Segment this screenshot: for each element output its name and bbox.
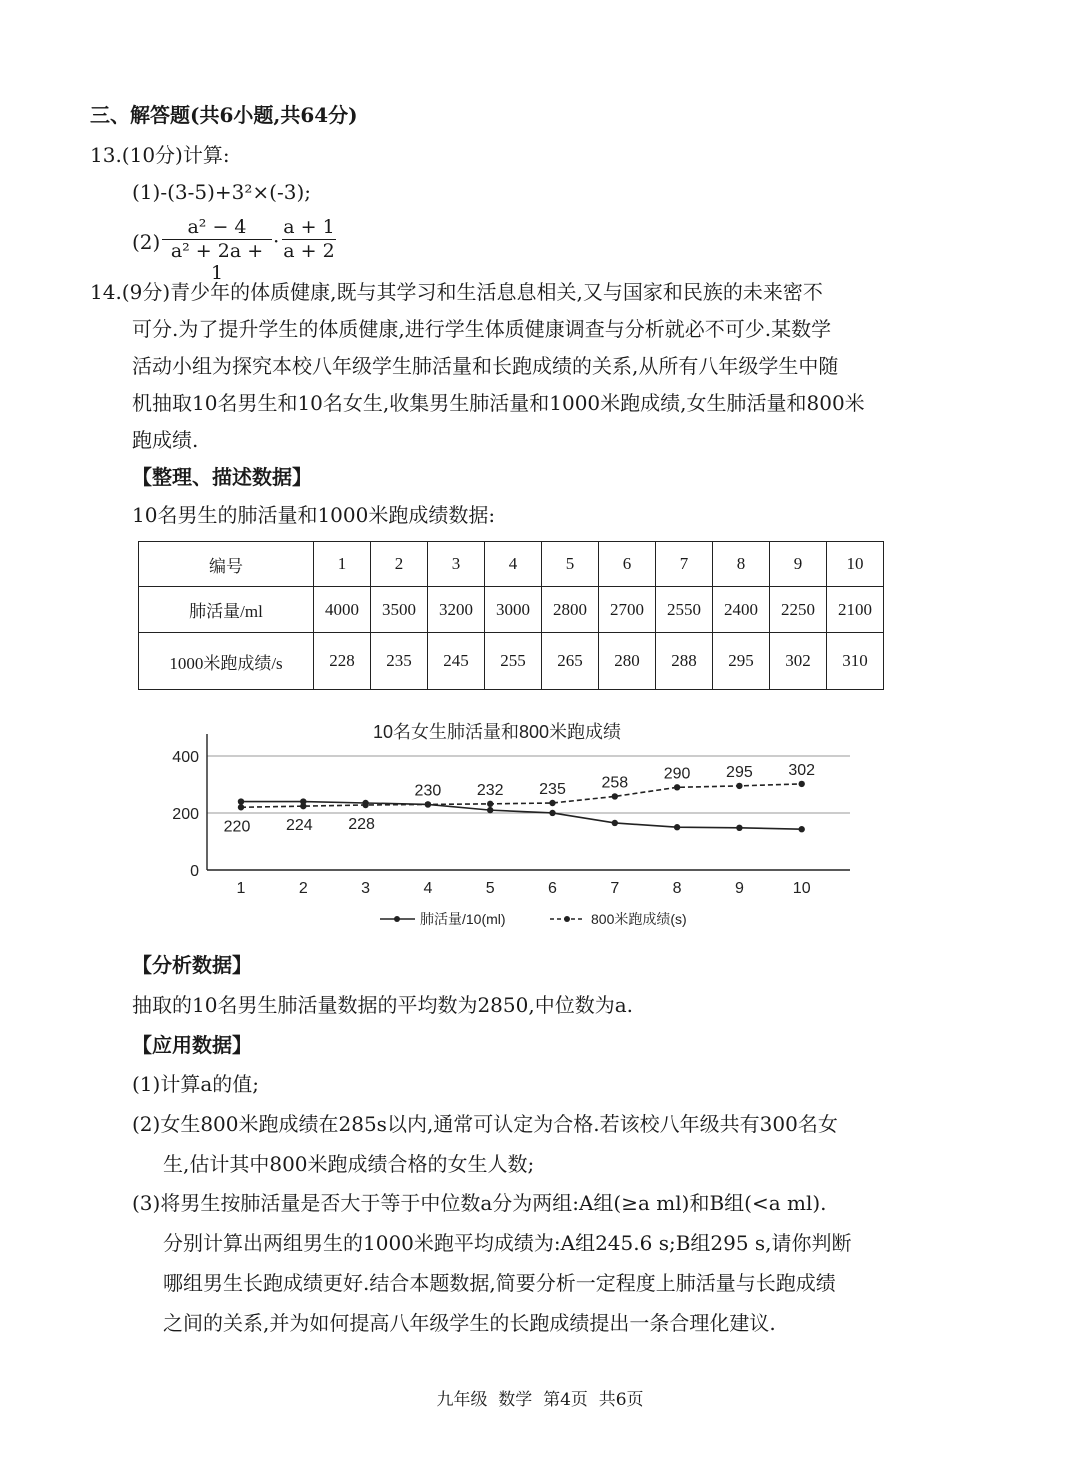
table-cell: 3000 <box>485 587 542 633</box>
table-cell: 2800 <box>542 587 599 633</box>
fraction-2-numerator: a + 1 <box>283 216 335 238</box>
table-cell: 2700 <box>599 587 656 633</box>
point-run <box>300 803 306 809</box>
table-row-ids <box>139 542 884 587</box>
x-tick-label: 9 <box>734 880 744 897</box>
apply-line-3: 生,估计其中800米跑成绩合格的女生人数; <box>163 1152 535 1176</box>
apply-line-4: (3)将男生按肺活量是否大于等于中位数a分为两组:A组(≥a ml)和B组(<a ml). <box>132 1191 827 1215</box>
data-label: 224 <box>285 817 313 835</box>
table-cell: 265 <box>542 633 599 690</box>
table-cell: 310 <box>827 633 884 690</box>
table-cell: 280 <box>599 633 656 690</box>
data-label: 230 <box>414 782 442 800</box>
table-header-label: 编号 <box>139 542 314 587</box>
table-cell: 3200 <box>428 587 485 633</box>
table-cell: 302 <box>770 633 827 690</box>
q13-part2-label: (2) <box>132 230 161 254</box>
q14-line-2: 可分.为了提升学生的体质健康,进行学生体质健康调查与分析就必不可少.某数学 <box>132 317 832 341</box>
point-run <box>425 801 431 807</box>
point-run <box>674 784 680 790</box>
point-capacity <box>487 807 493 813</box>
q13-fraction-2 <box>282 216 336 262</box>
table-caption: 10名男生的肺活量和1000米跑成绩数据: <box>132 503 496 527</box>
data-label: 235 <box>539 781 566 798</box>
legend-label-run: 800米跑成绩(s) <box>591 911 687 927</box>
table-row-run <box>139 633 884 690</box>
section-title: 三、解答题(共6小题,共64分) <box>90 103 358 127</box>
legend-label-capacity: 肺活量/10(ml) <box>420 911 506 927</box>
table-cell: 10 <box>827 542 884 587</box>
x-tick-label: 1 <box>236 880 246 897</box>
table-cell: 3500 <box>371 587 428 633</box>
data-label: 295 <box>726 763 753 781</box>
table-cell: 255 <box>485 633 542 690</box>
table-cell: 4000 <box>314 587 371 633</box>
x-tick-label: 5 <box>485 880 495 897</box>
x-tick-label: 6 <box>548 880 557 897</box>
point-run <box>362 802 368 808</box>
q14-line-3: 活动小组为探究本校八年级学生肺活量和长跑成绩的关系,从所有八年级学生中随 <box>132 354 839 378</box>
data-label: 302 <box>788 761 816 779</box>
table-cell: 288 <box>656 633 713 690</box>
point-capacity <box>736 825 742 831</box>
data-label: 290 <box>663 765 691 783</box>
table-cell: 7 <box>656 542 713 587</box>
table-cell: 9 <box>770 542 827 587</box>
q13-fraction-1 <box>162 216 272 284</box>
multiply-dot: · <box>273 229 280 253</box>
page-footer: 九年级 数学 第4页 共6页 <box>436 1390 644 1410</box>
table-cell: 2 <box>371 542 428 587</box>
point-capacity <box>549 810 555 816</box>
x-tick-label: 4 <box>423 880 433 897</box>
data-label: 232 <box>476 781 504 799</box>
legend-marker-capacity <box>394 916 400 922</box>
q14-line-1: 14.(9分)青少年的体质健康,既与其学习和生活息息相关,又与国家和民族的未来密不 <box>90 280 823 304</box>
q14-line-5: 跑成绩. <box>132 428 199 452</box>
point-run <box>549 800 555 806</box>
table-cell: 2250 <box>770 587 827 633</box>
point-run <box>736 783 742 789</box>
table-cell: 8 <box>713 542 770 587</box>
data-label: 258 <box>601 774 629 792</box>
point-capacity <box>674 824 680 830</box>
fraction-2-denominator: a + 2 <box>283 240 335 262</box>
table-row-capacity <box>139 587 884 633</box>
table-cell: 2400 <box>713 587 770 633</box>
point-capacity <box>799 826 805 832</box>
apply-heading: 【应用数据】 <box>132 1033 252 1057</box>
apply-line-6: 哪组男生长跑成绩更好.结合本题数据,简要分析一定程度上肺活量与长跑成绩 <box>163 1271 836 1295</box>
x-tick-label: 2 <box>298 880 308 897</box>
table-cell: 3 <box>428 542 485 587</box>
chart-title: 10名女生肺活量和800米跑成绩 <box>372 722 622 742</box>
x-tick-label: 7 <box>610 880 620 897</box>
fraction-1-numerator: a² − 4 <box>162 216 272 240</box>
table-cell: 228 <box>314 633 371 690</box>
point-run <box>487 801 493 807</box>
analysis-text: 抽取的10名男生肺活量数据的平均数为2850,中位数为a. <box>132 993 633 1017</box>
point-capacity <box>238 798 244 804</box>
y-tick-label: 0 <box>190 863 199 880</box>
apply-line-2: (2)女生800米跑成绩在285s以内,通常可认定为合格.若该校八年级共有300名女 <box>132 1112 838 1136</box>
point-run <box>799 781 805 787</box>
y-tick-label: 200 <box>172 805 199 823</box>
apply-line-1: (1)计算a的值; <box>132 1072 259 1096</box>
x-tick-label: 3 <box>361 880 371 897</box>
apply-line-5: 分别计算出两组男生的1000米跑平均成绩为:A组245.6 s;B组295 s,请你判断 <box>163 1231 852 1255</box>
table-cell: 4 <box>485 542 542 587</box>
table-cell: 295 <box>713 633 770 690</box>
x-tick-label: 10 <box>792 880 811 897</box>
point-run <box>612 793 618 799</box>
boys-data-table <box>138 541 884 690</box>
x-tick-label: 8 <box>672 880 682 897</box>
table-cell: 2100 <box>827 587 884 633</box>
data-label: 220 <box>223 818 251 836</box>
table-capacity-label: 肺活量/ml <box>139 587 314 633</box>
girls-line-chart <box>150 712 890 942</box>
table-cell: 245 <box>428 633 485 690</box>
apply-line-7: 之间的关系,并为如何提高八年级学生的长跑成绩提出一条合理化建议. <box>163 1311 776 1335</box>
data-label: 228 <box>348 815 375 833</box>
table-cell: 6 <box>599 542 656 587</box>
table-cell: 2550 <box>656 587 713 633</box>
analysis-heading: 【分析数据】 <box>132 953 252 977</box>
y-tick-label: 400 <box>172 748 199 766</box>
table-cell: 1 <box>314 542 371 587</box>
q13-header: 13.(10分)计算: <box>90 143 230 167</box>
table-cell: 235 <box>371 633 428 690</box>
sort-heading: 【整理、描述数据】 <box>132 465 312 489</box>
table-run-label: 1000米跑成绩/s <box>139 633 314 690</box>
table-cell: 5 <box>542 542 599 587</box>
q13-part1: (1)-(3-5)+3²×(-3); <box>132 180 311 204</box>
point-run <box>238 804 244 810</box>
q14-line-4: 机抽取10名男生和10名女生,收集男生肺活量和1000米跑成绩,女生肺活量和800米 <box>132 391 865 415</box>
fraction-1-denominator: a² + 2a + 1 <box>170 240 264 284</box>
legend-marker-run <box>564 916 570 922</box>
point-capacity <box>612 820 618 826</box>
